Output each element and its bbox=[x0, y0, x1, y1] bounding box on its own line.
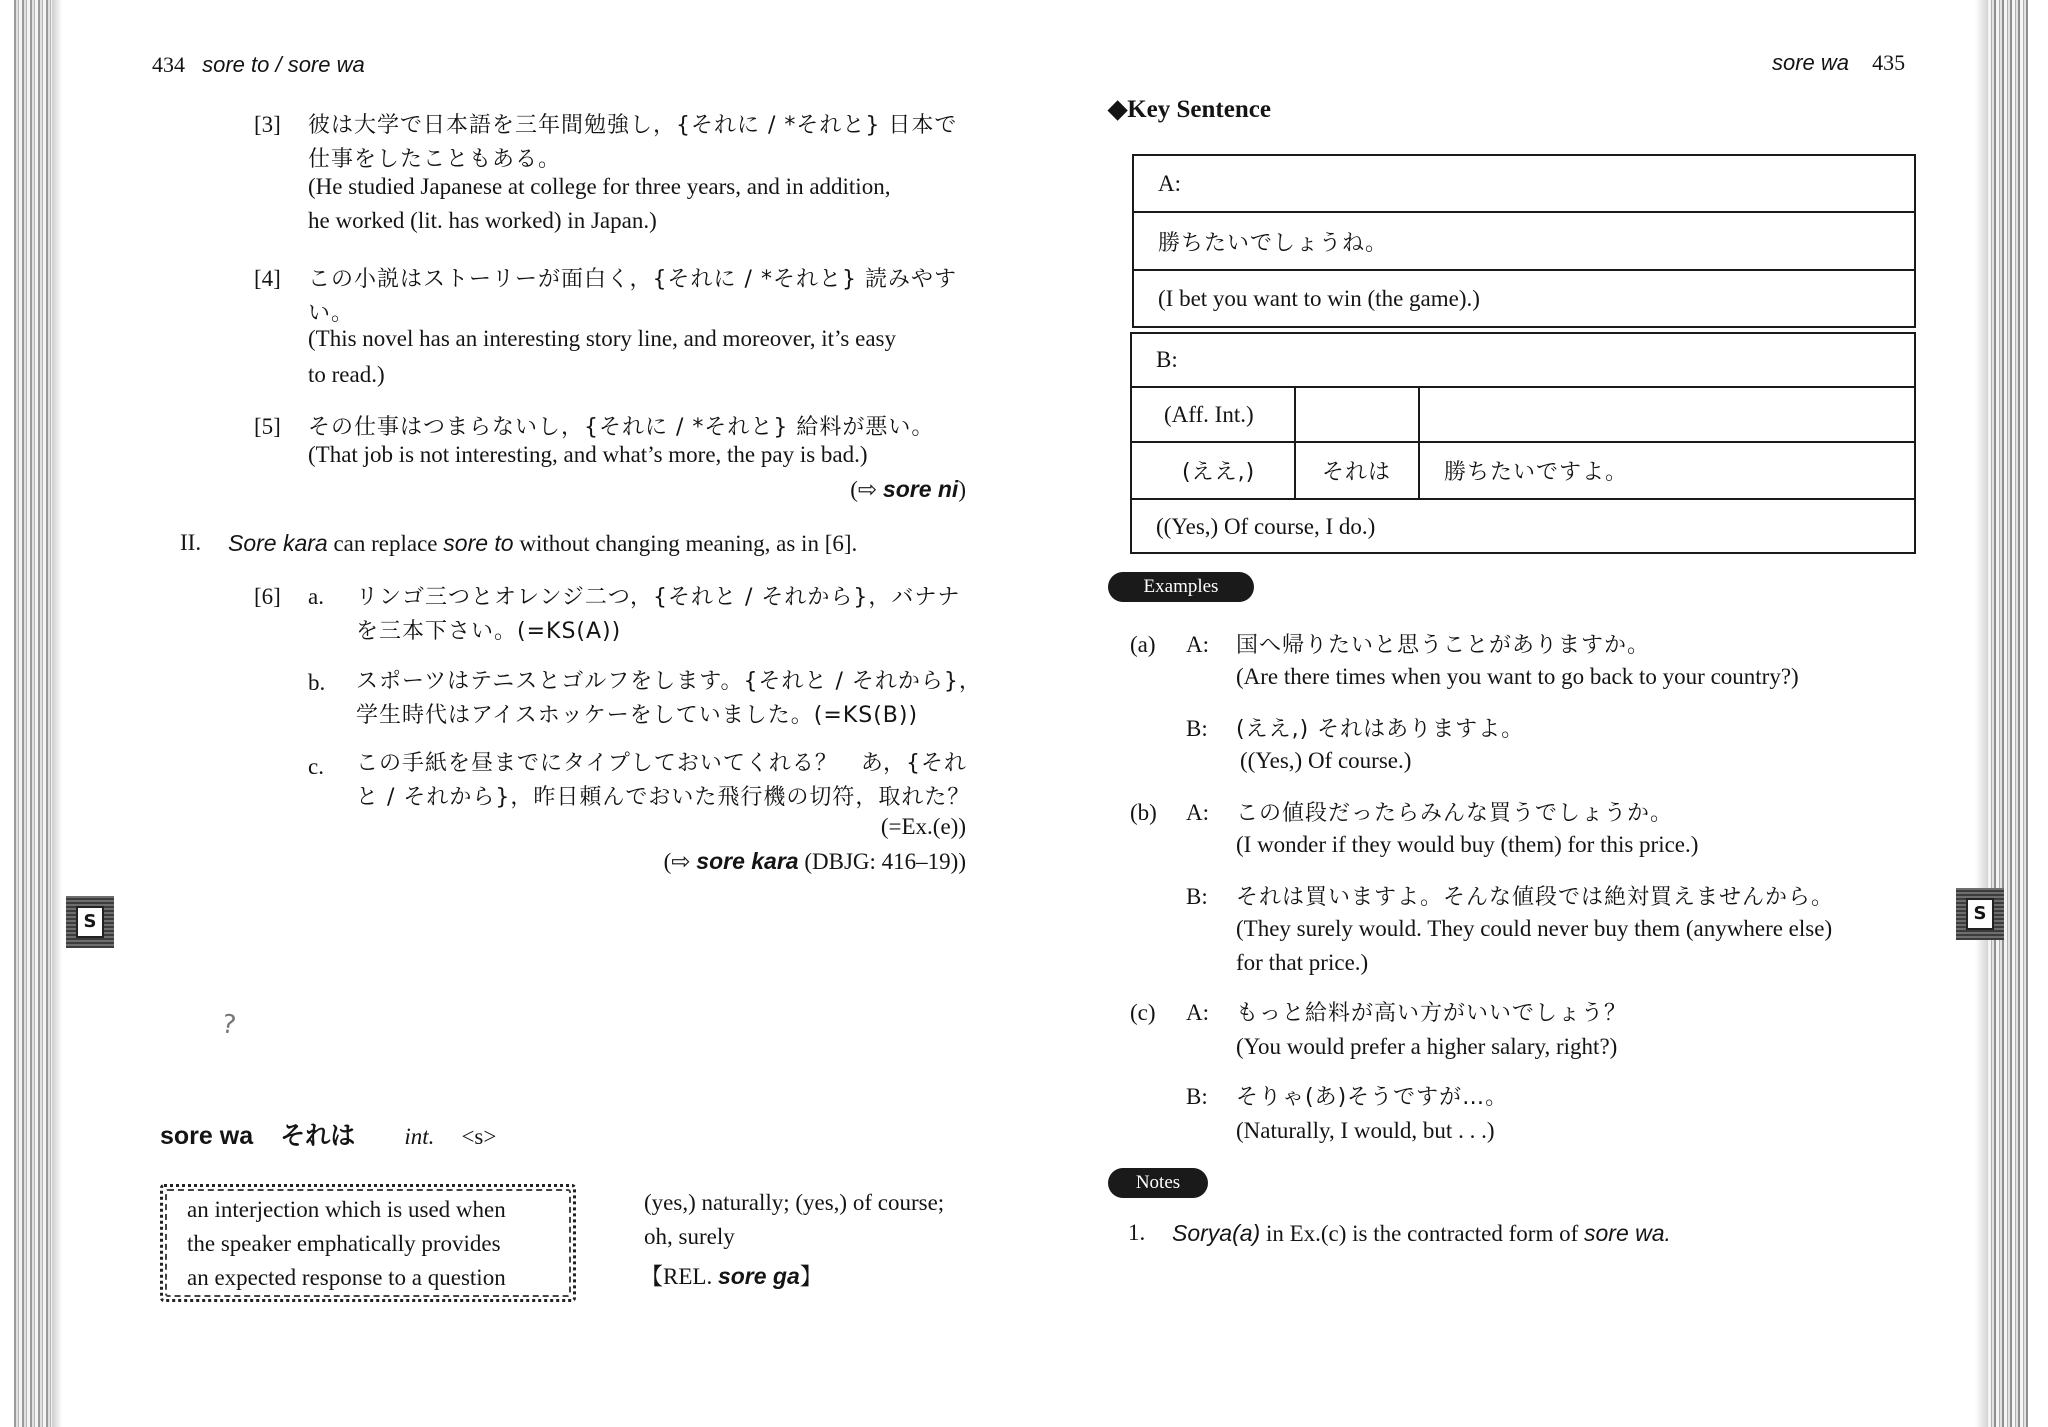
example-jp-line: (ええ,) それはありますよ。 bbox=[1236, 717, 1525, 742]
page-number: 435 bbox=[1872, 50, 1906, 75]
example-en-line: (That job is not interesting, and what’s more, the pay is bad.) bbox=[308, 442, 868, 467]
ks-b-jp: 勝ちたいですよ。 bbox=[1444, 460, 1629, 485]
example-en-line: (Naturally, I would, but . . .) bbox=[1236, 1118, 1495, 1143]
right-page-header bbox=[1772, 50, 1905, 76]
left-page-header bbox=[152, 52, 365, 78]
definition-line: an interjection which is used when bbox=[187, 1197, 506, 1222]
example-jp-line: この小説はストーリーが面白く，{それに / *それと} 読みやす bbox=[308, 267, 957, 292]
speaker-label: B: bbox=[1186, 716, 1208, 741]
ks-a-en-row bbox=[1134, 271, 1914, 326]
left-binding-edge bbox=[14, 0, 52, 1427]
example-jp-line: 学生時代はアイスホッケーをしていました。(=KS(B)) bbox=[356, 703, 919, 728]
pencil-mark: ? bbox=[219, 1009, 238, 1041]
speaker-label: B: bbox=[1186, 1084, 1208, 1109]
section-tab-letter: S bbox=[76, 906, 104, 938]
ks-empty-cell bbox=[1296, 388, 1420, 443]
ref-rest: (DBJG: 416–19)) bbox=[798, 849, 966, 874]
example-number: [3] bbox=[254, 112, 281, 137]
entry-heading bbox=[160, 1116, 496, 1152]
ks-en-text: (I bet you want to win (the game).) bbox=[1158, 285, 1480, 311]
cross-reference bbox=[560, 848, 966, 875]
example-jp-line: リンゴ三つとオレンジ二つ，{それと / それから}，バナナ bbox=[356, 585, 961, 610]
speaker-label: B: bbox=[1186, 884, 1208, 909]
example-jp-line: 国へ帰りたいと思うことがありますか。 bbox=[1236, 633, 1651, 658]
note-text-part: in Ex.(c) is the contracted form of bbox=[1260, 1221, 1584, 1246]
ks-a-label-row bbox=[1134, 156, 1914, 213]
ks-jp-text: 勝ちたいでしょうね。 bbox=[1158, 230, 1389, 256]
example-number: [4] bbox=[254, 266, 281, 291]
rel-open: 【REL. bbox=[640, 1264, 718, 1289]
example-jp-line: この値段だったらみんな買うでしょうか。 bbox=[1236, 801, 1674, 826]
related-entry bbox=[640, 1258, 823, 1291]
section-tab bbox=[66, 896, 114, 948]
ks-ee: (ええ,) bbox=[1132, 443, 1296, 498]
example-jp-line: い。 bbox=[308, 301, 355, 326]
example-jp-line: その仕事はつまらないし，{それに / *それと} 給料が悪い。 bbox=[308, 415, 935, 440]
rel-close: 】 bbox=[799, 1264, 823, 1289]
example-en-line: (I wonder if they would buy (them) for this price.) bbox=[1236, 832, 1699, 857]
section-term: sore to bbox=[443, 530, 514, 556]
ref-term: sore kara bbox=[696, 848, 799, 874]
definition-line: the speaker emphatically provides bbox=[187, 1231, 501, 1256]
right-binding-edge bbox=[1988, 0, 2028, 1427]
speaker-label: A: bbox=[1186, 1000, 1209, 1025]
notes-badge: Notes bbox=[1108, 1168, 1208, 1198]
example-en-line: ((Yes,) Of course.) bbox=[1240, 748, 1412, 773]
speaker-label: A: bbox=[1186, 632, 1209, 657]
running-head: sore wa bbox=[1772, 50, 1850, 75]
note-text bbox=[1172, 1220, 1671, 1247]
entry-kana: それは bbox=[280, 1121, 356, 1150]
example-tag: (b) bbox=[1130, 800, 1157, 825]
ks-speaker-label: B: bbox=[1156, 347, 1178, 372]
example-jp-line: と / それから}，昨日頼んでおいた飛行機の切符，取れた？ bbox=[356, 785, 971, 810]
section-tab-letter: S bbox=[1966, 898, 1994, 930]
ref-term: sore ni bbox=[882, 476, 959, 502]
example-jp-line: そりゃ(あ)そうですが…。 bbox=[1236, 1085, 1509, 1110]
example-jp-line: 仕事をしたこともある。 bbox=[308, 147, 562, 172]
example-en-line: (You would prefer a higher salary, right?) bbox=[1236, 1034, 1618, 1059]
key-sentence-title: ◆Key Sentence bbox=[1108, 96, 1271, 123]
definition-box bbox=[160, 1184, 576, 1302]
section-text bbox=[228, 530, 857, 557]
ks-a-jp-row bbox=[1134, 213, 1914, 271]
sub-example-letter: a. bbox=[308, 584, 324, 609]
example-jp-line: もっと給料が高い方がいいでしょう？ bbox=[1236, 1001, 1628, 1026]
ks-b-grid bbox=[1132, 388, 1914, 500]
example-jp-line: この手紙を昼までにタイプしておいてくれる？ あ，{それ bbox=[356, 751, 968, 776]
example-en-line: (This novel has an interesting story line, and moreover, it’s easy bbox=[308, 326, 896, 351]
example-number: [6] bbox=[254, 584, 281, 609]
speaker-label: A: bbox=[1186, 800, 1209, 825]
ks-b-en-row bbox=[1132, 500, 1914, 554]
gloss-line: oh, surely bbox=[644, 1224, 735, 1249]
note-number: 1. bbox=[1128, 1220, 1146, 1245]
section-text-part: without changing meaning, as in [6]. bbox=[513, 531, 858, 556]
rel-term: sore ga bbox=[717, 1263, 800, 1289]
ks-en-text: ((Yes,) Of course, I do.) bbox=[1156, 514, 1376, 539]
example-jp-line: それは買いますよ。そんな値段では絶対買えませんから。 bbox=[1236, 885, 1835, 910]
example-jp-line: 彼は大学で日本語を三年間勉強し，{それに / *それと} 日本で bbox=[308, 113, 958, 138]
section-number: II. bbox=[180, 530, 202, 555]
ref-arrow: (⇨ bbox=[663, 849, 697, 874]
sub-example-letter: c. bbox=[308, 754, 324, 779]
ks-speaker-label: A: bbox=[1158, 170, 1181, 196]
ref-close: ) bbox=[958, 477, 966, 502]
ks-aff-int: (Aff. Int.) bbox=[1132, 388, 1296, 443]
ks-sorewa: それは bbox=[1296, 443, 1420, 498]
example-jp-line: を三本下さい。(=KS(A)) bbox=[356, 619, 622, 644]
example-ref: (=Ex.(e)) bbox=[880, 814, 966, 839]
left-binding-shadow bbox=[52, 0, 62, 1427]
page-number: 434 bbox=[152, 52, 185, 77]
cross-reference bbox=[600, 476, 966, 503]
note-term: Sorya(a) bbox=[1172, 1220, 1261, 1246]
gloss-line: (yes,) naturally; (yes,) of course; bbox=[644, 1190, 945, 1215]
section-term: Sore kara bbox=[228, 530, 328, 556]
definition-line: an expected response to a question bbox=[187, 1265, 506, 1290]
example-en-line: to read.) bbox=[308, 362, 385, 387]
note-term: sore wa. bbox=[1584, 1220, 1671, 1246]
key-sentence-a-box bbox=[1132, 154, 1916, 328]
example-en-line: (Are there times when you want to go back to your country?) bbox=[1236, 664, 1799, 689]
ks-b-label-row bbox=[1132, 334, 1914, 388]
example-number: [5] bbox=[254, 414, 281, 439]
running-head: sore to / sore wa bbox=[202, 52, 365, 77]
example-en-line: (They surely would. They could never buy them (anywhere else) bbox=[1236, 916, 1833, 941]
example-en-line: for that price.) bbox=[1236, 950, 1369, 975]
ref-arrow: (⇨ bbox=[850, 477, 883, 502]
example-tag: (c) bbox=[1130, 1000, 1156, 1025]
sub-example-letter: b. bbox=[308, 670, 326, 695]
section-text-part: can replace bbox=[327, 531, 444, 556]
example-en-line: he worked (lit. has worked) in Japan.) bbox=[308, 208, 657, 233]
entry-pos: int. bbox=[404, 1124, 435, 1149]
right-binding-shadow bbox=[1975, 0, 1988, 1427]
entry-tag: <s> bbox=[461, 1124, 497, 1149]
ks-empty-cell bbox=[1420, 388, 1914, 443]
example-tag: (a) bbox=[1130, 632, 1156, 657]
key-sentence-b-box bbox=[1130, 332, 1916, 554]
examples-badge: Examples bbox=[1108, 572, 1254, 602]
section-tab bbox=[1956, 888, 2004, 940]
example-jp-line: スポーツはテニスとゴルフをします。{それと / それから}， bbox=[356, 669, 982, 694]
entry-romaji: sore wa bbox=[160, 1122, 254, 1150]
example-en-line: (He studied Japanese at college for three years, and in addition, bbox=[308, 174, 891, 199]
